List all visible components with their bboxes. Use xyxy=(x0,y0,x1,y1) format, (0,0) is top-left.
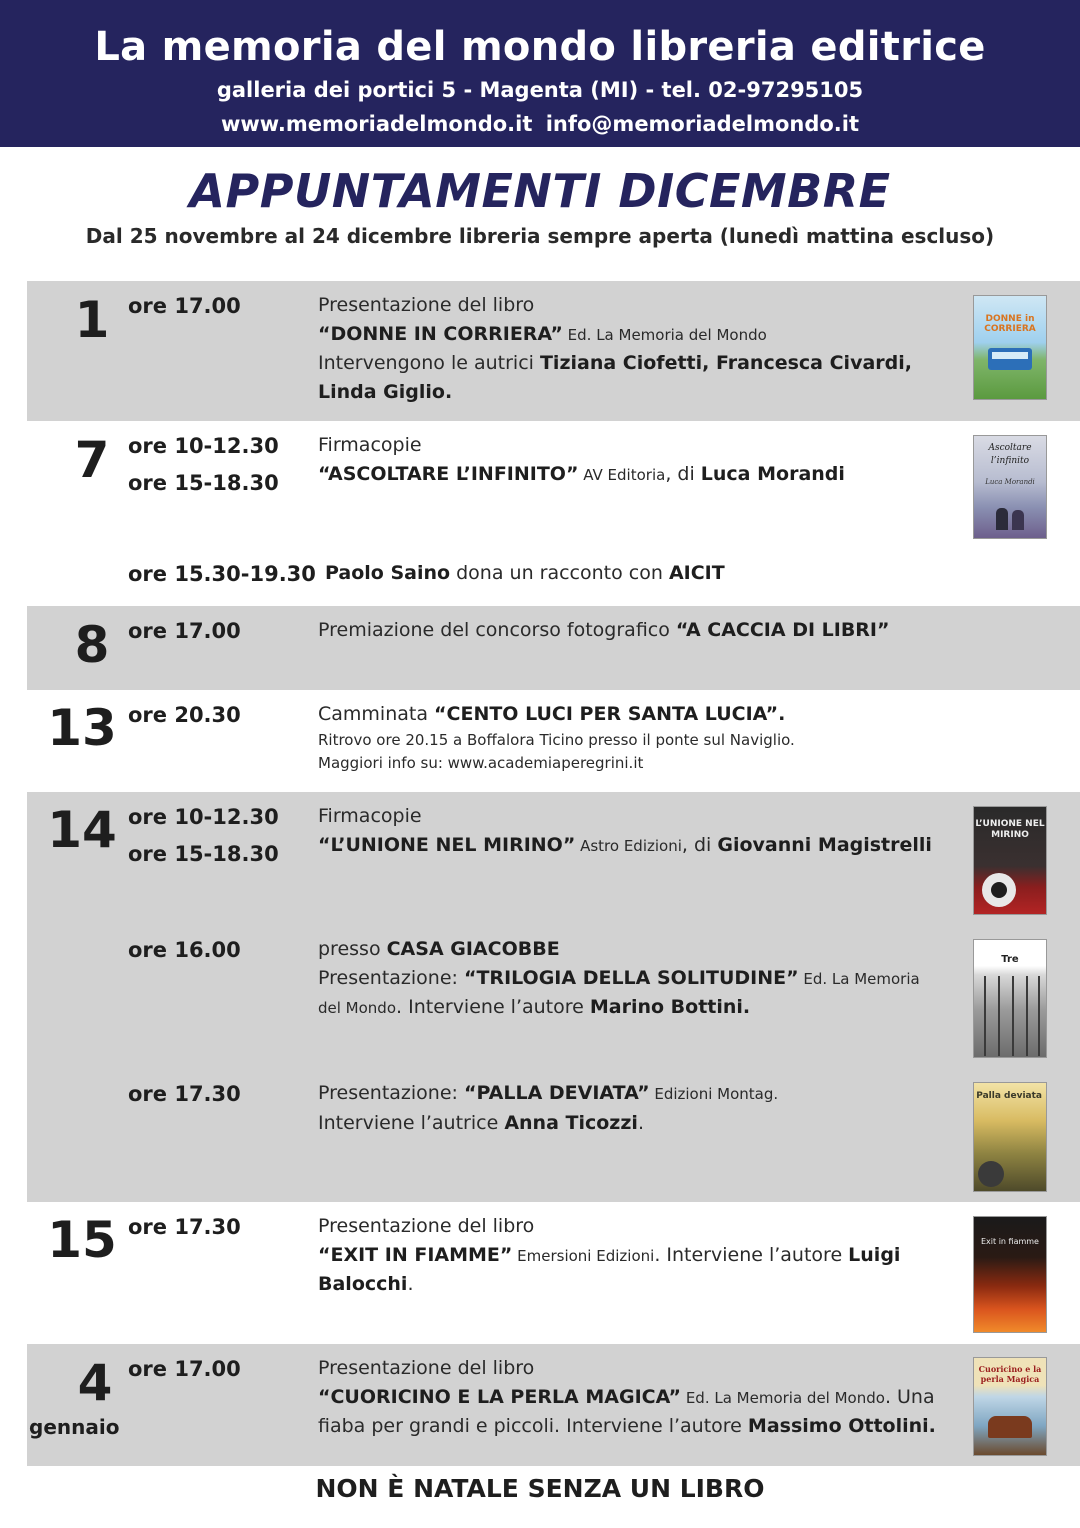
event-row-7 xyxy=(27,421,1080,606)
author: Giovanni Magistrelli xyxy=(717,833,932,856)
store-address: galleria dei portici 5 - Magenta (MI) - tel. 02-97295105 xyxy=(216,78,864,102)
event-time: ore 15-18.30 xyxy=(128,471,279,495)
event-description: presso CASA GIACOBBE Presentazione: “TRILOGIA DELLA SOLITUDINE” Ed. La Memoria del Mondo. Interviene l’autore Marino Bottini. xyxy=(318,938,920,1018)
store-name: La memoria del mondo libreria editrice xyxy=(94,24,986,70)
book-cover-donne-in-corriera: DONNE in CORRIERA xyxy=(973,295,1047,400)
event-description: Presentazione del libro “DONNE IN CORRIERA” Ed. La Memoria del Mondo Intervengono le autrici Tiziana Ciofetti, Francesca Civardi, Linda Giglio. xyxy=(318,294,912,403)
event-time: ore 10-12.30 xyxy=(128,805,279,829)
info-link: Maggiori info su: www.academiaperegrini.it xyxy=(318,753,644,772)
book-cover-cuoricino-e-la-perla-magica: Cuoricino e la perla Magica xyxy=(973,1357,1047,1456)
event-time: ore 16.00 xyxy=(128,938,241,962)
event-day: 8 xyxy=(74,616,110,674)
book-title: “CUORICINO E LA PERLA MAGICA” xyxy=(318,1385,682,1408)
book-cover-ascoltare-l-infinito: Ascoltare l’infinito Luca Morandi xyxy=(973,435,1047,539)
event-time: ore 15.30-19.30 xyxy=(128,562,316,586)
venue: CASA GIACOBBE xyxy=(386,938,560,960)
author: Anna Ticozzi xyxy=(504,1111,638,1134)
event-description: Paolo Saino dona un racconto con AICIT xyxy=(325,562,725,584)
website-link[interactable]: www.memoriadelmondo.it xyxy=(221,112,533,136)
event-row-15 xyxy=(27,1202,1080,1344)
event-row-13 xyxy=(27,690,1080,792)
book-title: “ASCOLTARE L’INFINITO” xyxy=(318,462,579,485)
event-day: 13 xyxy=(47,699,117,757)
event-time: ore 17.30 xyxy=(128,1082,241,1106)
event-time: ore 10-12.30 xyxy=(128,434,279,458)
book-title: “DONNE IN CORRIERA” xyxy=(318,322,563,345)
event-row-14 xyxy=(27,792,1080,1202)
event-description: Premiazione del concorso fotografico “A CACCIA DI LIBRI” xyxy=(318,619,890,641)
opening-hours-note: Dal 25 novembre al 24 dicembre libreria sempre aperta (lunedì mattina escluso) xyxy=(85,224,995,248)
book-cover-trilogia-della-solitudine: Tre xyxy=(973,939,1047,1058)
event-time: ore 17.30 xyxy=(128,1215,241,1239)
event-time: ore 17.00 xyxy=(128,1357,241,1381)
event-time: ore 15-18.30 xyxy=(128,842,279,866)
event-row-8 xyxy=(27,606,1080,690)
walk-title: “CENTO LUCI PER SANTA LUCIA”. xyxy=(434,703,786,725)
contest-title: “A CACCIA DI LIBRI” xyxy=(675,619,890,641)
book-cover-exit-in-fiamme: Exit in fiamme xyxy=(973,1216,1047,1333)
event-day: 7 xyxy=(74,431,110,489)
header-banner xyxy=(0,0,1080,147)
book-title: “PALLA DEVIATA” xyxy=(463,1082,650,1104)
footer-slogan: NON È NATALE SENZA UN LIBRO xyxy=(315,1474,765,1503)
page-title: APPUNTAMENTI DICEMBRE xyxy=(189,164,891,218)
event-description: Presentazione: “PALLA DEVIATA” Edizioni Montag. Interviene l’autrice Anna Ticozzi. xyxy=(318,1082,779,1134)
book-cover-l-unione-nel-mirino: L’UNIONE NEL MIRINO xyxy=(973,806,1047,915)
event-row-4-gennaio xyxy=(27,1344,1080,1466)
store-contacts xyxy=(0,112,1080,136)
author: Luigi xyxy=(848,1243,901,1266)
book-title: “EXIT IN FIAMME” xyxy=(318,1243,513,1266)
author: Luca Morandi xyxy=(700,462,845,485)
book-title: “TRILOGIA DELLA SOLITUDINE” xyxy=(463,966,799,989)
event-time: ore 17.00 xyxy=(128,619,241,643)
event-time: ore 20.30 xyxy=(128,703,241,727)
book-cover-palla-deviata: Palla deviata xyxy=(973,1082,1047,1192)
event-description: Firmacopie “ASCOLTARE L’INFINITO” AV Editoria, di Luca Morandi xyxy=(318,434,845,485)
email-link[interactable]: info@memoriadelmondo.it xyxy=(545,112,859,136)
event-description: Presentazione del libro “EXIT IN FIAMME” Emersioni Edizioni. Interviene l’autore Luigi Balocchi. xyxy=(318,1215,901,1295)
event-time: ore 17.00 xyxy=(128,294,241,318)
event-day: 14 xyxy=(47,801,117,859)
event-day: 1 xyxy=(74,291,110,349)
authors: Tiziana Ciofetti, Francesca Civardi, xyxy=(539,352,912,374)
organization: AICIT xyxy=(668,562,725,584)
event-description: Presentazione del libro “CUORICINO E LA PERLA MAGICA” Ed. La Memoria del Mondo. Una fiaba per grandi e piccoli. Interviene l’autore Massimo Ottolini. xyxy=(318,1357,936,1437)
event-month: gennaio xyxy=(29,1415,120,1439)
event-day: 4 xyxy=(77,1354,113,1412)
author: Marino Bottini. xyxy=(589,996,751,1018)
event-description: Firmacopie “L’UNIONE NEL MIRINO” Astro Edizioni, di Giovanni Magistrelli xyxy=(318,805,932,856)
event-row-1 xyxy=(27,281,1080,421)
person: Paolo Saino xyxy=(325,562,451,584)
author: Massimo Ottolini. xyxy=(747,1415,936,1437)
event-day: 15 xyxy=(47,1211,117,1269)
book-title: “L’UNIONE NEL MIRINO” xyxy=(318,833,576,856)
event-description: Camminata “CENTO LUCI PER SANTA LUCIA”. Ritrovo ore 20.15 a Boffalora Ticino presso il ponte sul Naviglio. Maggiori info su: www.academiaperegrini.it xyxy=(318,700,968,775)
